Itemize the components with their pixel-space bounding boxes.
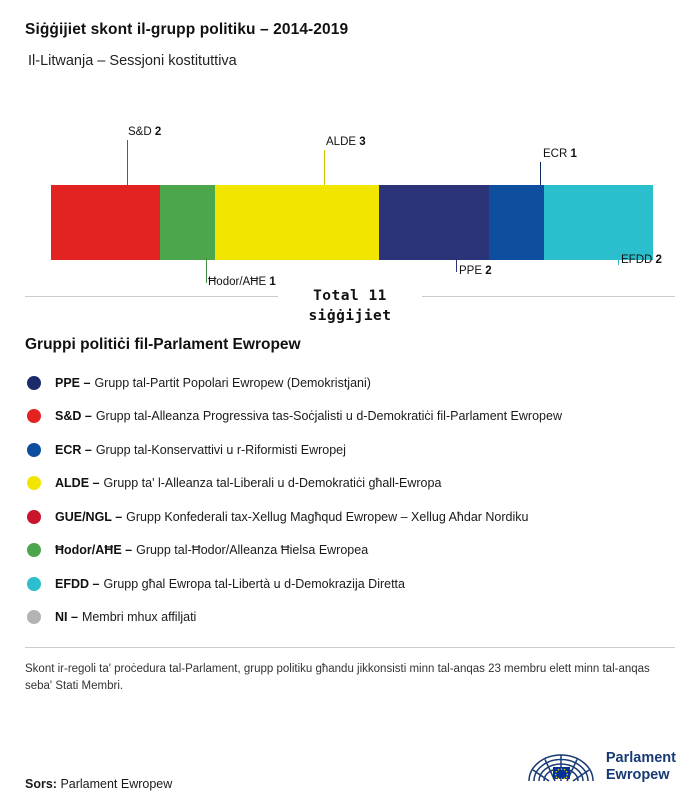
legend-abbr-gue-ngl: GUE/NGL – xyxy=(55,509,123,524)
chart-label-hodor-ahe-name: Ħodor/AĦE xyxy=(208,276,267,288)
logo-text-line2: Ewropew xyxy=(605,767,670,783)
chart-label-hodor-ahe-value: 1 xyxy=(269,276,276,288)
parliament-logo xyxy=(525,747,676,787)
legend-abbr-ppe: PPE – xyxy=(55,375,91,390)
page-title: Siġġijiet skont il-grupp politiku – 2014-2019 xyxy=(25,21,349,38)
legend-abbr-efdd: EFDD – xyxy=(55,576,100,591)
source-label: Sors: xyxy=(25,777,57,791)
legend-color-dot-gue-ngl xyxy=(27,510,41,524)
chart-label-efdd-value: 2 xyxy=(655,254,662,266)
bar-segment-efdd xyxy=(544,185,653,260)
legend-item-ni xyxy=(24,601,676,635)
legend-desc-ni: Membri mhux affiljati xyxy=(81,610,197,625)
total-seats-block xyxy=(24,286,676,330)
chart-label-efdd xyxy=(621,254,662,266)
legend-color-dot-ppe xyxy=(27,376,41,390)
legend-color-dot-sd xyxy=(27,409,41,423)
chart-tick-efdd xyxy=(618,258,619,265)
legend-item-hodor-ahe xyxy=(24,534,676,568)
legend-desc-ecr: Grupp tal-Konservattivi u r-Riformisti Ewropej xyxy=(95,442,346,457)
chart-label-ppe-value: 2 xyxy=(485,265,492,277)
legend-item-ecr xyxy=(24,433,676,467)
chart-label-ecr-value: 1 xyxy=(570,148,577,160)
bar-segment-alde xyxy=(215,185,379,260)
legend-item-efdd xyxy=(24,567,676,601)
total-seats-line1: Total 11 xyxy=(313,288,387,304)
legend-desc-sd: Grupp tal-Alleanza Progressiva tas-Soċjalisti u d-Demokratiċi fil-Parlament Ewropew xyxy=(95,409,562,424)
parliament-hemicycle-icon xyxy=(525,747,597,787)
bar-segment-sd xyxy=(51,185,160,260)
total-seats-text xyxy=(24,286,676,326)
chart-label-ecr xyxy=(543,148,577,160)
chart-label-ecr-name: ECR xyxy=(543,148,568,160)
footnote-divider xyxy=(25,647,675,648)
legend-abbr-ecr: ECR – xyxy=(55,442,92,457)
legend-desc-hodor-ahe: Grupp tal-Ħodor/Alleanza Ħielsa Ewropea xyxy=(136,543,369,558)
chart-tick-sd xyxy=(127,140,128,185)
legend-list xyxy=(24,366,676,634)
legend-item-sd xyxy=(24,400,676,434)
legend-item-alde xyxy=(24,467,676,501)
chart-label-efdd-name: EFDD xyxy=(621,254,653,266)
chart-tick-ppe xyxy=(456,258,457,272)
legend-desc-ppe: Grupp tal-Partit Popolari Ewropew (Demokristjani) xyxy=(94,375,371,390)
chart-label-alde-name: ALDE xyxy=(326,136,357,148)
infographic-page xyxy=(0,21,700,807)
legend-color-dot-alde xyxy=(27,476,41,490)
legend-desc-gue-ngl: Grupp Konfederali tax-Xellug Magħqud Ewropew – Xellug Aħdar Nordiku xyxy=(126,509,529,524)
seat-distribution-chart xyxy=(24,99,676,259)
chart-label-ppe xyxy=(459,265,492,277)
legend-abbr-sd: S&D – xyxy=(55,409,92,424)
legend-item-ppe xyxy=(24,366,676,400)
bar-segment-ecr xyxy=(489,185,544,260)
footnote-text: Skont ir-regoli ta' proċedura tal-Parlament, grupp politiku għandu jikkonsisti minn tal-anqas 23 membru elett minn tal-anqas seba' Stati Membri. xyxy=(25,663,650,692)
legend-heading: Gruppi politiċi fil-Parlament Ewropew xyxy=(25,336,301,353)
legend-desc-efdd: Grupp għal Ewropa tal-Libertà u d-Demokrazija Diretta xyxy=(103,576,405,591)
source-line xyxy=(25,777,172,791)
chart-tick-ecr xyxy=(540,162,541,185)
stacked-bar xyxy=(51,185,653,260)
chart-label-sd xyxy=(128,126,161,138)
chart-label-alde-value: 3 xyxy=(359,136,366,148)
legend-color-dot-efdd xyxy=(27,577,41,591)
total-seats-line2: siġġijiet xyxy=(308,308,392,324)
legend-abbr-alde: ALDE – xyxy=(55,476,100,491)
chart-label-sd-value: 2 xyxy=(154,126,162,138)
legend-color-dot-hodor-ahe xyxy=(27,543,41,557)
bar-segment-ppe xyxy=(379,185,488,260)
legend-desc-alde: Grupp ta' l-Alleanza tal-Liberali u d-Demokratiċi għall-Ewropa xyxy=(103,476,442,491)
legend-color-dot-ni xyxy=(27,610,41,624)
legend-color-dot-ecr xyxy=(27,443,41,457)
bar-segment-hodor-ahe xyxy=(160,185,215,260)
legend-abbr-hodor-ahe: Ħodor/AĦE – xyxy=(55,543,133,558)
chart-label-alde xyxy=(326,136,366,148)
logo-text xyxy=(606,750,676,784)
page-subtitle: Il-Litwanja – Sessjoni kostituttiva xyxy=(28,53,237,69)
chart-label-ppe-name: PPE xyxy=(459,265,483,277)
chart-tick-hodor-ahe xyxy=(206,258,207,283)
legend-abbr-ni: NI – xyxy=(55,610,78,625)
chart-tick-alde xyxy=(324,150,325,185)
chart-label-sd-name: S&D xyxy=(128,126,152,138)
logo-text-line1: Parlament xyxy=(605,750,676,766)
source-value: Parlament Ewropew xyxy=(60,777,173,791)
legend-item-gue-ngl xyxy=(24,500,676,534)
